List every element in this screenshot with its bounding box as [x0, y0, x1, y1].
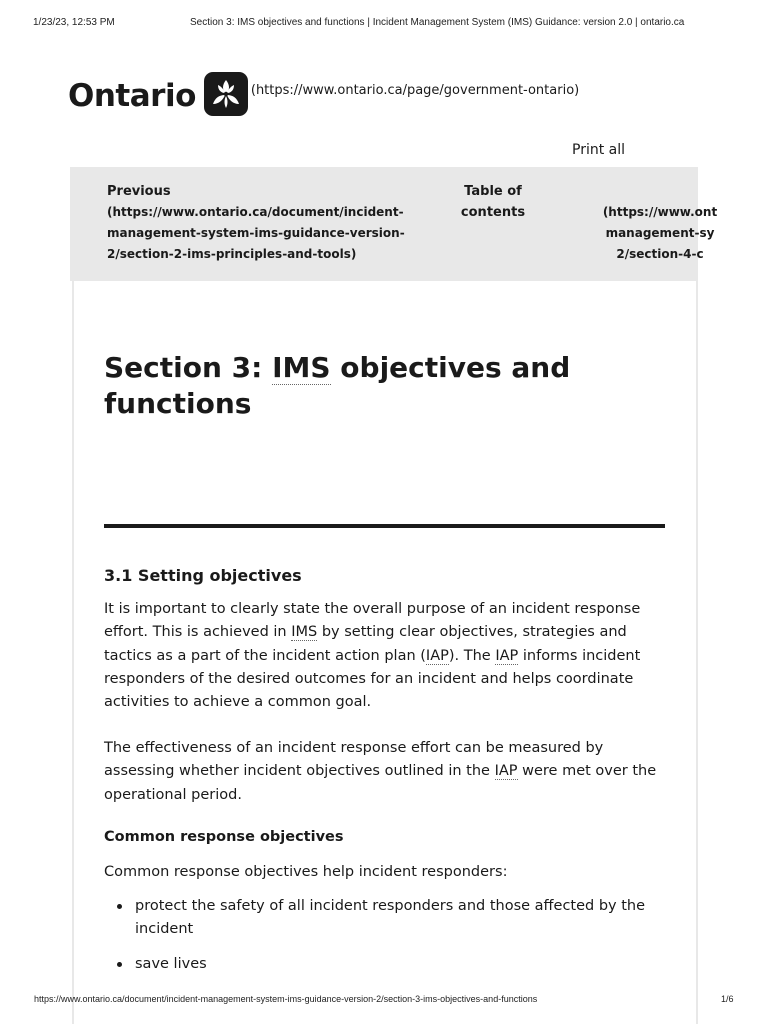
iap-abbreviation[interactable]: IAP [495, 647, 519, 664]
objectives-list [104, 895, 664, 987]
print-page-number: 1/6 [721, 994, 734, 1004]
page-navigation [70, 167, 718, 281]
ims-abbreviation[interactable]: IMS [272, 351, 331, 384]
next-url-line: 2/section-4-c [616, 247, 704, 261]
ims-abbreviation[interactable]: IMS [291, 624, 318, 641]
previous-url-line: (https://www.ontario.ca/document/incident- [107, 205, 404, 219]
title-divider [104, 524, 665, 528]
toc-label-line: contents [460, 205, 526, 220]
paragraph-effectiveness: The effectiveness of an incident response effort can be measured by assessing whether incident objectives outlined in the IAP were met over the operational period. [104, 740, 657, 803]
next-page-link[interactable] [550, 181, 770, 265]
ontario-wordmark: Ontario [68, 78, 196, 114]
print-header [0, 17, 768, 31]
previous-page-link[interactable] [107, 181, 407, 265]
previous-url-line: management-system-ims-guidance-version- [107, 226, 405, 240]
list-item: save lives [104, 953, 664, 976]
next-url-line: management-sy [605, 226, 715, 240]
title-text: Section 3: [104, 351, 273, 384]
print-all-link[interactable]: Print all [572, 142, 626, 158]
subsection-heading: Common response objectives [104, 829, 344, 845]
previous-label: Previous [107, 184, 171, 199]
ontario-logo-link[interactable] [68, 70, 579, 116]
table-of-contents-link[interactable] [458, 181, 528, 223]
page-title [104, 350, 644, 422]
list-item: protect the safety of all incident responders and those affected by the incident [104, 895, 664, 942]
print-date: 1/23/23, 12:53 PM [33, 17, 115, 28]
iap-abbreviation[interactable]: IAP [425, 647, 449, 664]
bullet-icon [117, 904, 122, 909]
next-url-line: (https://www.ont [602, 205, 718, 219]
toc-label-line: Table of [464, 184, 522, 199]
trillium-logo-icon [204, 72, 248, 116]
previous-url-line: 2/section-2-ims-principles-and-tools) [107, 247, 357, 261]
section-heading: 3.1 Setting objectives [104, 566, 302, 585]
paragraph-intro: Common response objectives help incident responders: [104, 864, 508, 880]
paragraph-purpose: It is important to clearly state the overall purpose of an incident response effort. This is achieved in IMS by setting clear objectives, strategies and tactics as a part of the incident action plan (IAP). The IAP informs incident responders of the desired outcomes for an incident and helps coordinate activities to achieve a common goal. [104, 601, 641, 711]
logo-url-text: (https://www.ontario.ca/page/government-ontario) [250, 83, 580, 98]
bullet-icon [117, 962, 122, 967]
print-footer [0, 994, 768, 1008]
print-page-title: Section 3: IMS objectives and functions | Incident Management System (IMS) Guidance: version 2.0 | ontario.ca [190, 17, 685, 28]
title-text: objectives and functions [104, 351, 571, 420]
iap-abbreviation[interactable]: IAP [494, 763, 518, 780]
print-footer-url: https://www.ontario.ca/document/incident-management-system-ims-guidance-version-2/section-3-ims-objectives-and-functions [34, 994, 538, 1004]
